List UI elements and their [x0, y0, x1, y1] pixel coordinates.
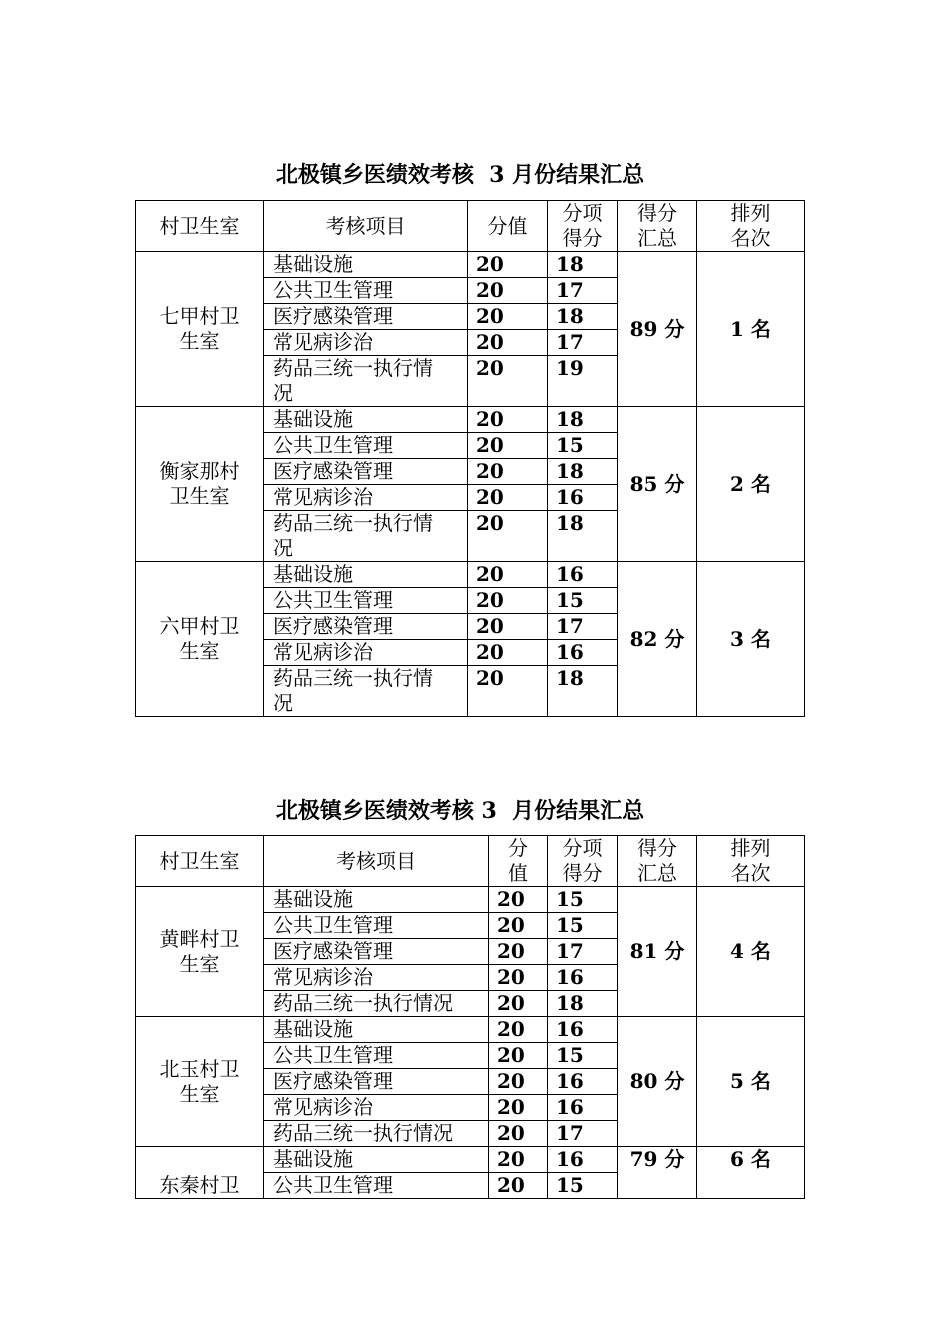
item-score: 16 [548, 1069, 618, 1095]
table-1-title: 北极镇乡医绩效考核 3 月份结果汇总 [275, 162, 645, 188]
item-name: 药品三统一执行情 况 [264, 666, 468, 717]
full-score: 20 [468, 433, 548, 459]
item-score: 15 [548, 433, 618, 459]
table-row [136, 407, 805, 433]
total-score: 89 分 [618, 252, 697, 407]
total-score: 80 分 [618, 1017, 697, 1147]
header-row [136, 836, 805, 887]
total-score: 81 分 [618, 887, 697, 1017]
item-score: 17 [548, 614, 618, 640]
full-score: 20 [468, 588, 548, 614]
item-name: 常见病诊治 [264, 640, 468, 666]
table-row [136, 1147, 805, 1173]
full-score: 20 [468, 407, 548, 433]
header-village: 村卫生室 [136, 836, 264, 887]
full-score: 20 [468, 459, 548, 485]
item-score: 16 [548, 562, 618, 588]
full-score: 20 [489, 965, 548, 991]
total-score: 79 分 [618, 1147, 697, 1199]
item-score: 18 [548, 666, 618, 717]
header-item-score: 分项 得分 [548, 836, 618, 887]
header-full-score: 分值 [468, 201, 548, 252]
header-rank: 排列 名次 [697, 836, 805, 887]
item-score: 16 [548, 965, 618, 991]
item-name: 药品三统一执行情况 [264, 991, 489, 1017]
full-score: 20 [468, 330, 548, 356]
village-name: 七甲村卫 生室 [136, 252, 264, 407]
total-score: 82 分 [618, 562, 697, 717]
item-name: 公共卫生管理 [264, 1173, 489, 1199]
full-score: 20 [468, 614, 548, 640]
full-score: 20 [489, 939, 548, 965]
full-score: 20 [489, 1121, 548, 1147]
header-full-score: 分 值 [489, 836, 548, 887]
item-score: 17 [548, 330, 618, 356]
item-score: 18 [548, 459, 618, 485]
rank: 6 名 [697, 1147, 805, 1199]
full-score: 20 [489, 1173, 548, 1199]
full-score: 20 [468, 278, 548, 304]
item-name: 基础设施 [264, 252, 468, 278]
village-name: 六甲村卫 生室 [136, 562, 264, 717]
header-item-score: 分项 得分 [548, 201, 618, 252]
item-name: 公共卫生管理 [264, 433, 468, 459]
full-score: 20 [489, 1095, 548, 1121]
full-score: 20 [468, 666, 548, 717]
village-name: 北玉村卫 生室 [136, 1017, 264, 1147]
rank: 4 名 [697, 887, 805, 1017]
full-score: 20 [468, 356, 548, 407]
item-name: 医疗感染管理 [264, 1069, 489, 1095]
village-name: 东秦村卫 [136, 1147, 264, 1199]
item-score: 18 [548, 407, 618, 433]
village-name: 黄畔村卫 生室 [136, 887, 264, 1017]
full-score: 20 [468, 485, 548, 511]
full-score: 20 [468, 304, 548, 330]
table-row [136, 1017, 805, 1043]
item-score: 17 [548, 1121, 618, 1147]
header-item: 考核项目 [264, 201, 468, 252]
full-score: 20 [489, 1043, 548, 1069]
item-name: 公共卫生管理 [264, 278, 468, 304]
full-score: 20 [489, 1069, 548, 1095]
item-name: 常见病诊治 [264, 485, 468, 511]
table-row [136, 252, 805, 278]
item-score: 17 [548, 278, 618, 304]
item-name: 药品三统一执行情 况 [264, 356, 468, 407]
header-rank: 排列 名次 [697, 201, 805, 252]
full-score: 20 [489, 991, 548, 1017]
item-name: 药品三统一执行情 况 [264, 511, 468, 562]
header-item: 考核项目 [264, 836, 489, 887]
results-table-1 [135, 200, 805, 717]
item-score: 18 [548, 252, 618, 278]
rank: 2 名 [697, 407, 805, 562]
item-name: 医疗感染管理 [264, 614, 468, 640]
total-score: 85 分 [618, 407, 697, 562]
item-score: 15 [548, 1173, 618, 1199]
full-score: 20 [489, 913, 548, 939]
item-score: 19 [548, 356, 618, 407]
item-score: 15 [548, 1043, 618, 1069]
village-name: 衡家那村 卫生室 [136, 407, 264, 562]
header-village: 村卫生室 [136, 201, 264, 252]
full-score: 20 [489, 887, 548, 913]
item-score: 18 [548, 991, 618, 1017]
item-score: 18 [548, 304, 618, 330]
item-name: 药品三统一执行情况 [264, 1121, 489, 1147]
table-row [136, 887, 805, 913]
header-total: 得分 汇总 [618, 201, 697, 252]
rank: 3 名 [697, 562, 805, 717]
item-score: 17 [548, 939, 618, 965]
item-name: 基础设施 [264, 562, 468, 588]
rank: 5 名 [697, 1017, 805, 1147]
item-score: 16 [548, 485, 618, 511]
full-score: 20 [468, 640, 548, 666]
full-score: 20 [468, 511, 548, 562]
item-score: 16 [548, 1095, 618, 1121]
item-score: 15 [548, 588, 618, 614]
results-table-2 [135, 835, 805, 1199]
item-name: 基础设施 [264, 1017, 489, 1043]
item-name: 基础设施 [264, 887, 489, 913]
item-score: 15 [548, 913, 618, 939]
item-score: 18 [548, 511, 618, 562]
item-name: 医疗感染管理 [264, 304, 468, 330]
full-score: 20 [489, 1017, 548, 1043]
item-name: 公共卫生管理 [264, 913, 489, 939]
item-score: 15 [548, 887, 618, 913]
item-score: 16 [548, 1147, 618, 1173]
item-score: 16 [548, 640, 618, 666]
full-score: 20 [468, 562, 548, 588]
item-name: 常见病诊治 [264, 965, 489, 991]
table-row [136, 562, 805, 588]
full-score: 20 [489, 1147, 548, 1173]
item-name: 常见病诊治 [264, 330, 468, 356]
item-name: 医疗感染管理 [264, 939, 489, 965]
item-name: 公共卫生管理 [264, 1043, 489, 1069]
table-2-title: 北极镇乡医绩效考核 3 月份结果汇总 [275, 798, 645, 824]
item-score: 16 [548, 1017, 618, 1043]
full-score: 20 [468, 252, 548, 278]
header-total: 得分 汇总 [618, 836, 697, 887]
header-row [136, 201, 805, 252]
rank: 1 名 [697, 252, 805, 407]
item-name: 常见病诊治 [264, 1095, 489, 1121]
item-name: 基础设施 [264, 407, 468, 433]
item-name: 基础设施 [264, 1147, 489, 1173]
item-name: 医疗感染管理 [264, 459, 468, 485]
item-name: 公共卫生管理 [264, 588, 468, 614]
